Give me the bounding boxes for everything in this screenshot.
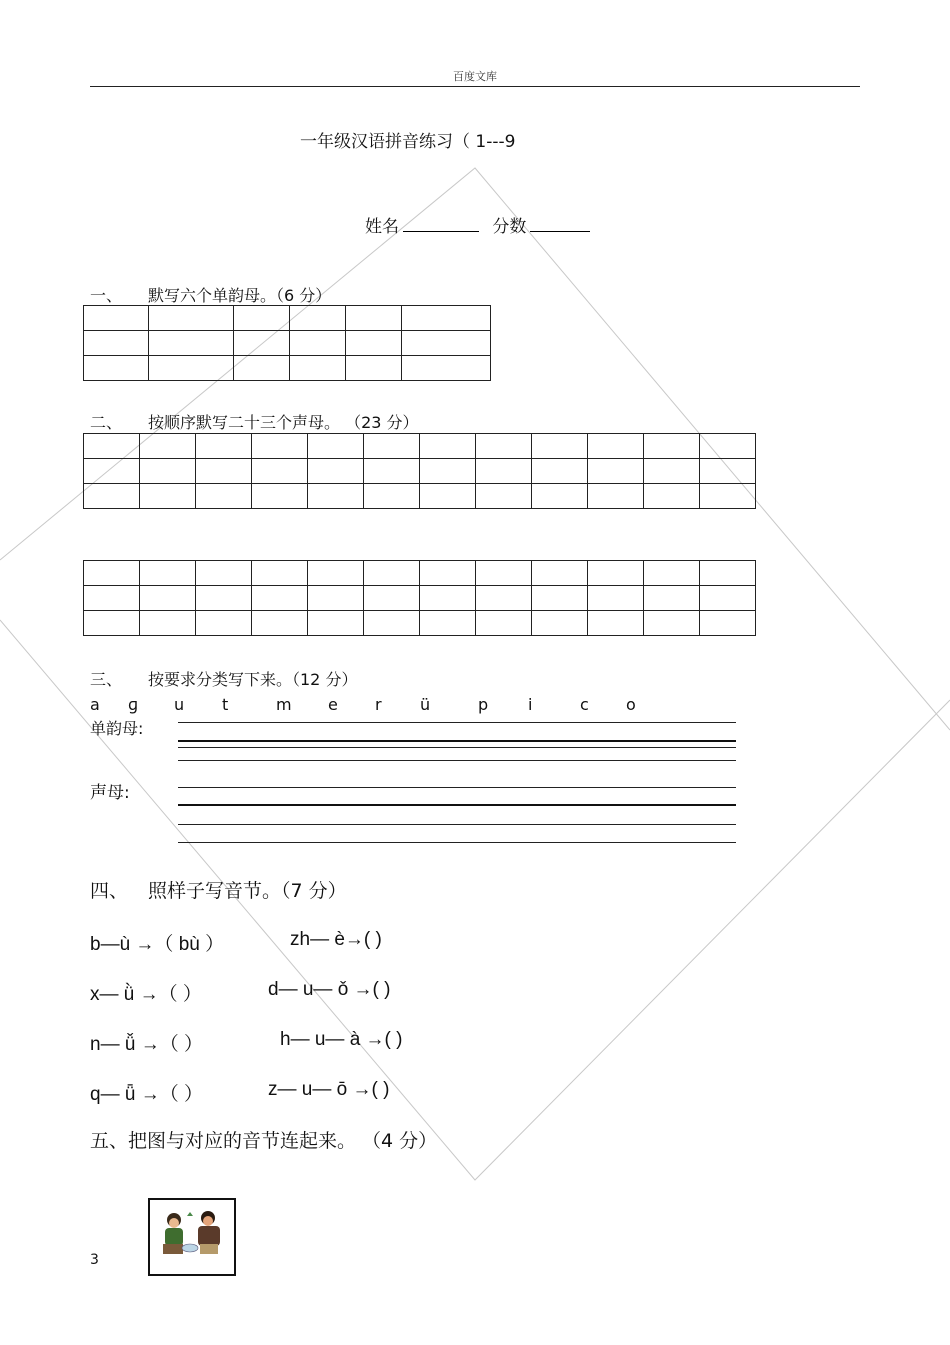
example-right: zh— è→( ) (290, 929, 382, 950)
letter: t (222, 695, 229, 714)
name-label: 姓名 (365, 217, 399, 237)
two-children-picture-icon (150, 1200, 234, 1274)
writing-line (178, 824, 736, 825)
letter: a (90, 695, 100, 714)
danyunmu-label: 单韵母: (90, 719, 144, 738)
section-1-heading: 一、 默写六个单韵母。（6 分） (90, 286, 332, 305)
letter: u (174, 695, 185, 714)
letter: e (328, 695, 338, 714)
name-blank[interactable] (403, 215, 479, 232)
writing-line (178, 804, 736, 806)
section-2-heading: 二、 按顺序默写二十三个声母。 （23 分） (90, 413, 419, 432)
example-left: x— ǜ →（ ） (90, 984, 202, 1005)
example-right: h— u— à →( ) (280, 1029, 403, 1050)
letter: ü (420, 695, 431, 714)
letter: ɡ (128, 695, 139, 714)
section-1-grid (83, 305, 491, 381)
example-right: z— u— ō →( ) (268, 1079, 390, 1100)
shengmu-label: 声母: (90, 783, 130, 803)
letter: i (528, 695, 533, 714)
section-4-heading: 四、 照样子写音节。（7 分） (90, 880, 347, 902)
page-number: 3 (90, 1252, 99, 1268)
writing-line (178, 760, 736, 761)
letter: m (276, 695, 292, 714)
writing-line (178, 740, 736, 742)
section-2-grid-bottom (83, 560, 756, 636)
writing-line (178, 787, 736, 788)
name-score-row (365, 212, 590, 237)
section-3-heading: 三、 按要求分类写下来。（12 分） (90, 670, 358, 689)
section-2-grid-top (83, 433, 756, 509)
writing-line (178, 747, 736, 748)
letter: o (626, 695, 636, 714)
section-5-heading: 五、把图与对应的音节连起来。 （4 分） (90, 1130, 438, 1152)
example-right: d— u— ǒ →( ) (268, 979, 391, 1000)
letter: r (375, 695, 382, 714)
letter: p (478, 695, 489, 714)
letter: c (580, 695, 589, 714)
writing-line (178, 842, 736, 843)
example-left: b—ù →（ bù ） (90, 934, 225, 955)
example-left: q— ǖ →（ ） (90, 1084, 203, 1105)
score-blank[interactable] (530, 215, 590, 232)
header-site-name: 百度文库 (453, 70, 497, 83)
page-title: 一年级汉语拼音练习（ 1---9 (300, 132, 516, 152)
example-left: n— ǚ →（ ） (90, 1034, 203, 1055)
writing-line (178, 722, 736, 723)
picture-frame[interactable] (148, 1198, 236, 1276)
score-label: 分数 (492, 217, 527, 237)
